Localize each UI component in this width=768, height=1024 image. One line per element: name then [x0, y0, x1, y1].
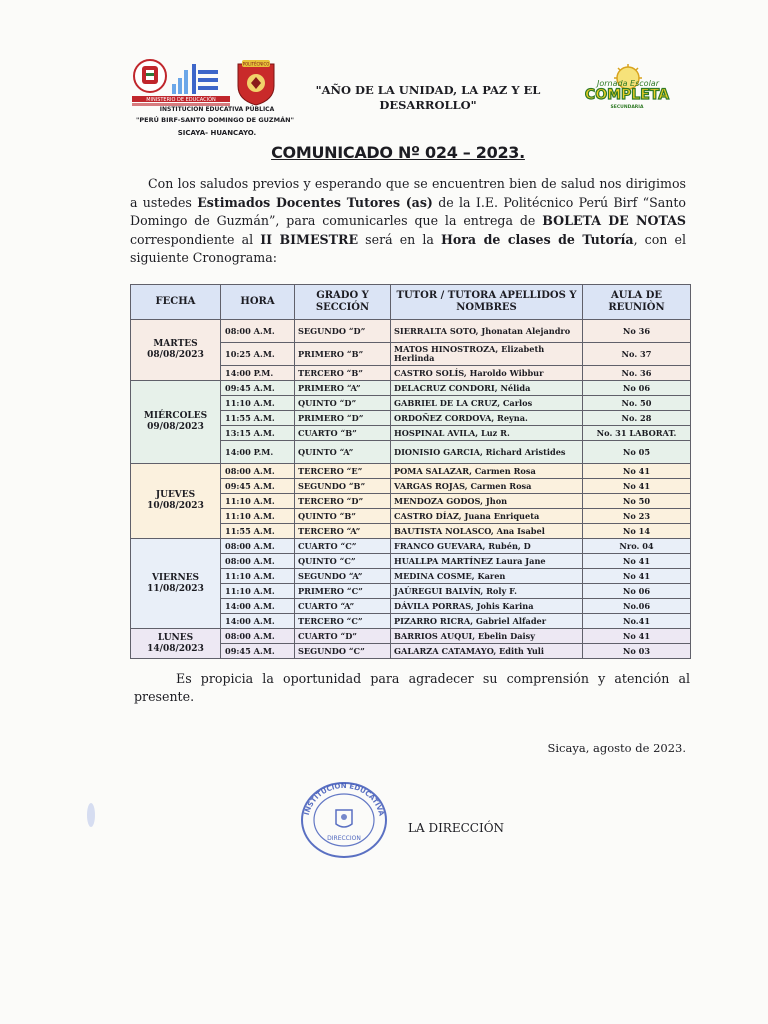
grado-cell: PRIMERO “D”	[295, 411, 391, 426]
tutor-cell: PIZARRO RICRA, Gabriel Alfader	[391, 614, 583, 629]
aula-cell: No. 37	[583, 343, 691, 366]
aula-cell: No 41	[583, 464, 691, 479]
hora-cell: 11:10 A.M.	[221, 494, 295, 509]
intro-bold-1: Estimados Docentes Tutores (as)	[197, 194, 433, 210]
tutor-cell: HOSPINAL AVILA, Luz R.	[391, 426, 583, 441]
fecha-cell: JUEVES 10/08/2023	[131, 464, 221, 539]
aula-cell: No 06	[583, 381, 691, 396]
aula-cell: No. 28	[583, 411, 691, 426]
intro-bold-3: II BIMESTRE	[260, 231, 359, 247]
hora-cell: 14:00 P.M.	[221, 366, 295, 381]
grado-cell: QUINTO “D”	[295, 396, 391, 411]
tutor-cell: CASTRO DÍAZ, Juana Enriqueta	[391, 509, 583, 524]
grado-cell: TERCERO “C”	[295, 614, 391, 629]
tutor-cell: BARRIOS AUQUI, Ebelin Daisy	[391, 629, 583, 644]
document-title: COMUNICADO Nº 024 – 2023.	[271, 143, 525, 162]
aula-cell: No 41	[583, 479, 691, 494]
jornada-escolar-completa-logo	[574, 64, 680, 112]
grado-cell: QUINTO “C”	[295, 554, 391, 569]
aula-cell: No 14	[583, 524, 691, 539]
tutor-cell: MENDOZA GODOS, Jhon	[391, 494, 583, 509]
intro-text-2: de la I.E. Politécnico Perú Birf “Santo Domingo de Guzmán”, para comunicarles que la entrega de	[130, 194, 686, 229]
hora-cell: 08:00 A.M.	[221, 539, 295, 554]
fecha-cell: LUNES 14/08/2023	[131, 629, 221, 659]
institution-type: INSTITUCION EDUCATIVA PÚBLICA	[159, 106, 275, 113]
tutor-cell: FRANCO GUEVARA, Rubén, D	[391, 539, 583, 554]
aula-cell: No 06	[583, 584, 691, 599]
institution-location: SICAYA- HUANCAYO.	[177, 129, 257, 137]
header-tutor: TUTOR / TUTORA APELLIDOS Y NOMBRES	[391, 285, 583, 320]
tutor-cell: JAÚREGUI BALVÍN, Roly F.	[391, 584, 583, 599]
intro-text-3: correspondiente al	[130, 231, 261, 247]
aula-cell: No. 31 LABORAT.	[583, 426, 691, 441]
header-grado: GRADO Y SECCIÓN	[295, 285, 391, 320]
aula-cell: No. 36	[583, 366, 691, 381]
aula-cell: No 41	[583, 569, 691, 584]
politecnico-shield-logo	[234, 58, 278, 106]
fecha-cell: MARTES 08/08/2023	[131, 320, 221, 381]
tutor-cell: MEDINA COSME, Karen	[391, 569, 583, 584]
grado-cell: SEGUNDO “B”	[295, 479, 391, 494]
hora-cell: 13:15 A.M.	[221, 426, 295, 441]
grado-cell: CUARTO “B”	[295, 426, 391, 441]
grado-cell: SEGUNDO “A”	[295, 569, 391, 584]
hora-cell: 14:00 P.M.	[221, 441, 295, 464]
hora-cell: 11:55 A.M.	[221, 411, 295, 426]
intro-text-1: Con los saludos previos y esperando que se encuentren bien de salud nos dirigimos a ustedes	[130, 176, 686, 210]
header-aula: AULA DE REUNIÒN	[583, 285, 691, 320]
seal-ring-text: INSTITUCION EDUCATIVA	[302, 781, 386, 817]
tutor-cell: SIERRALTA SOTO, Jhonatan Alejandro	[391, 320, 583, 343]
hora-cell: 11:10 A.M.	[221, 396, 295, 411]
hora-cell: 09:45 A.M.	[221, 381, 295, 396]
intro-text-5: , con el siguiente Cronograma:	[130, 231, 686, 266]
tutor-cell: GABRIEL DE LA CRUZ, Carlos	[391, 396, 583, 411]
hora-cell: 08:00 A.M.	[221, 554, 295, 569]
seal-bottom-text: DIRECCIÓN	[327, 835, 361, 842]
tutor-cell: DÁVILA PORRAS, Johis Karina	[391, 599, 583, 614]
tutor-cell: MATOS HINOSTROZA, Elizabeth Herlinda	[391, 343, 583, 366]
tutor-cell: BAUTISTA NOLASCO, Ana Isabel	[391, 524, 583, 539]
aula-cell: Nro. 04	[583, 539, 691, 554]
direction-seal-stamp	[298, 780, 390, 860]
hora-cell: 08:00 A.M.	[221, 320, 295, 343]
tutor-cell: ORDOÑEZ CORDOVA, Reyna.	[391, 411, 583, 426]
tutor-cell: GALARZA CATAMAYO, Edith Yuli	[391, 644, 583, 659]
hora-cell: 11:10 A.M.	[221, 584, 295, 599]
grado-cell: TERCERO “D”	[295, 494, 391, 509]
hora-cell: 10:25 A.M.	[221, 343, 295, 366]
grado-cell: PRIMERO “C”	[295, 584, 391, 599]
grado-cell: TERCERO “A”	[295, 524, 391, 539]
ministerio-educacion-logo	[132, 58, 230, 108]
grado-cell: CUARTO “C”	[295, 539, 391, 554]
schedule-body	[131, 320, 691, 659]
jornada-line3: SECUNDARIA	[610, 105, 644, 110]
tutor-cell: POMA SALAZAR, Carmen Rosa	[391, 464, 583, 479]
ink-smudge	[84, 800, 98, 830]
table-row	[131, 464, 691, 479]
aula-cell: No 05	[583, 441, 691, 464]
hora-cell: 09:45 A.M.	[221, 644, 295, 659]
aula-cell: No 36	[583, 320, 691, 343]
table-header-row	[131, 285, 691, 320]
politecnico-logo-text: POLITÉCNICO	[242, 61, 270, 67]
grado-cell: PRIMERO “B”	[295, 343, 391, 366]
intro-text-4: será en la	[358, 231, 441, 247]
intro-paragraph	[130, 175, 686, 268]
aula-cell: No.41	[583, 614, 691, 629]
hora-cell: 09:45 A.M.	[221, 479, 295, 494]
table-row	[131, 320, 691, 343]
jornada-line1: Jornada Escolar	[597, 79, 659, 88]
aula-cell: No 41	[583, 554, 691, 569]
hora-cell: 11:10 A.M.	[221, 569, 295, 584]
table-row	[131, 629, 691, 644]
aula-cell: No 23	[583, 509, 691, 524]
header-hora: HORA	[221, 285, 295, 320]
hora-cell: 14:00 A.M.	[221, 614, 295, 629]
tutor-cell: DELACRUZ CONDORI, Nélida	[391, 381, 583, 396]
tutor-cell: DIONISIO GARCIA, Richard Aristides	[391, 441, 583, 464]
closing-paragraph: Es propicia la oportunidad para agradecer su comprensión y atención al presente.	[134, 671, 690, 704]
header-fecha: FECHA	[131, 285, 221, 320]
aula-cell: No 50	[583, 494, 691, 509]
tutor-cell: VARGAS ROJAS, Carmen Rosa	[391, 479, 583, 494]
aula-cell: No. 50	[583, 396, 691, 411]
aula-cell: No.06	[583, 599, 691, 614]
tutor-cell: HUALLPA MARTÍNEZ Laura Jane	[391, 554, 583, 569]
grado-cell: QUINTO “A”	[295, 441, 391, 464]
institution-name: "PERÚ BIRF-SANTO DOMINGO DE GUZMÁN"	[136, 116, 294, 124]
table-row	[131, 381, 691, 396]
intro-bold-2: BOLETA DE NOTAS	[542, 213, 686, 229]
hora-cell: 11:10 A.M.	[221, 509, 295, 524]
grado-cell: SEGUNDO “C”	[295, 644, 391, 659]
schedule-table	[130, 284, 691, 659]
ministerio-logo-text: MINISTERIO DE EDUCACIÓN	[146, 97, 216, 103]
fecha-cell: MIÉRCOLES 09/08/2023	[131, 381, 221, 464]
hora-cell: 08:00 A.M.	[221, 464, 295, 479]
grado-cell: QUINTO “B”	[295, 509, 391, 524]
grado-cell: TERCERO “E”	[295, 464, 391, 479]
grado-cell: CUARTO “A”	[295, 599, 391, 614]
tutor-cell: CASTRO SOLÍS, Haroldo Wibbur	[391, 366, 583, 381]
aula-cell: No 41	[583, 629, 691, 644]
jornada-line2: COMPLETA	[584, 87, 670, 103]
year-motto: "AÑO DE LA UNIDAD, LA PAZ Y EL DESARROLLO"	[315, 83, 541, 112]
intro-bold-4: Hora de clases de Tutoría	[441, 231, 634, 247]
hora-cell: 08:00 A.M.	[221, 629, 295, 644]
signature-direction: LA DIRECCIÓN	[408, 821, 505, 835]
date-line: Sicaya, agosto de 2023.	[547, 741, 686, 755]
grado-cell: CUARTO “D”	[295, 629, 391, 644]
grado-cell: SEGUNDO “D”	[295, 320, 391, 343]
fecha-cell: VIERNES 11/08/2023	[131, 539, 221, 629]
grado-cell: TERCERO “B”	[295, 366, 391, 381]
hora-cell: 14:00 A.M.	[221, 599, 295, 614]
table-row	[131, 539, 691, 554]
grado-cell: PRIMERO “A”	[295, 381, 391, 396]
aula-cell: No 03	[583, 644, 691, 659]
hora-cell: 11:55 A.M.	[221, 524, 295, 539]
